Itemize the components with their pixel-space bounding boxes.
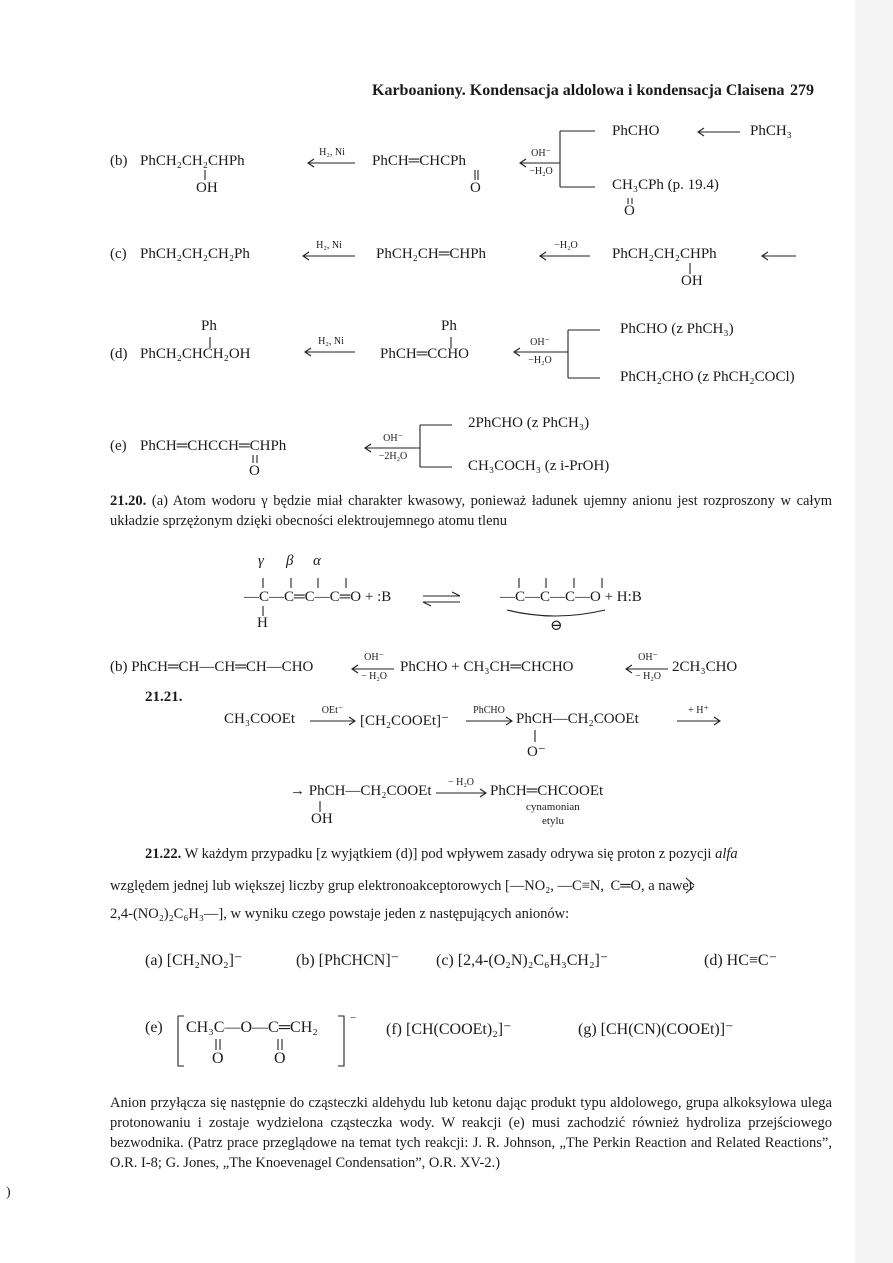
r4-oh: OH — [311, 811, 333, 827]
scheme-b-product: PhCH₂CH₂CHPh — [140, 153, 245, 169]
a1-cond: OEt⁻ — [321, 705, 344, 716]
page-number: 279 — [790, 82, 814, 99]
anion-e-charge: − — [350, 1012, 357, 1024]
final-paragraph: Anion przyłącza się następnie do cząsteczki aldehydu lub ketonu dając produkt typu aldolowego, grupa alkoksylowa ulega protonowaniu i zostaje wydzielona cząsteczka wody. W reakcji (e) musi zachodzić również hydroliza przejściowego bezwodnika. (Patrz prace przeglądowe na temat tych reakcji: J. R. Johnson, „The Perkin Reaction and Related Reactions”, O.R. I-8; G. Jones, „The Knoevenagel Condensation”, O.R. XV-2.) — [110, 1095, 832, 1171]
greek-gamma: γ — [258, 553, 264, 569]
a2-cond: PhCHO — [473, 705, 505, 716]
scheme-d-product: PhCH₂CHCH₂OH — [140, 346, 251, 362]
anion-e-o2: O — [274, 1050, 286, 1067]
right-conjugated-chain: —C—C—C—O + H:B — [500, 589, 642, 605]
scheme-b-enone-o: O — [470, 180, 481, 196]
eq-b-arrow2-bottom: − H₂O — [634, 671, 662, 682]
scheme-c-alcohol: PhCH₂CH₂CHPh — [612, 246, 717, 262]
scheme-b-branch2-o: O — [624, 203, 635, 219]
number-21-20: 21.20. — [110, 493, 147, 509]
scheme-b-enone: PhCH═CHCPh — [372, 153, 466, 169]
scheme-d-label: (d) — [110, 346, 128, 362]
margin-mark: ) — [6, 1185, 11, 1200]
scheme-c-arrow2-cond: −H₂O — [554, 240, 578, 251]
eq-b-arrow2-top: OH⁻ — [638, 652, 658, 663]
number-21-21: 21.21. — [145, 689, 183, 705]
eq-b-arrow1-top: OH⁻ — [364, 652, 384, 663]
scheme-b-branch1: PhCHO — [612, 123, 660, 139]
text-21-22-1: W każdym przypadku [z wyjątkiem (d)] pod wpływem zasady odrywa się proton z pozycji — [184, 846, 712, 862]
eq-b-arrow1-bottom: − H₂O — [360, 671, 388, 682]
scheme-b-branch1-src: PhCH₃ — [750, 123, 792, 139]
anion-e-label: (e) — [145, 1019, 163, 1036]
scheme-c-arrow1-cond: H₂, Ni — [316, 240, 342, 251]
scheme-d-arrow2-bottom: −H₂O — [528, 355, 552, 366]
greek-alpha: α — [313, 553, 321, 569]
scheme-e-branch2: CH₃COCH₃ (z i-PrOH) — [468, 458, 610, 474]
number-21-22: 21.22. — [145, 846, 182, 862]
text-21-20: (a) Atom wodoru γ będzie miał charakter kwasowy, ponieważ ładunek ujemny anionu jest rozproszony w całym układzie sprzężonym dzięki obecności elektroujemnego atomu tlenu — [110, 493, 832, 529]
scheme-d-ph2: Ph — [441, 318, 457, 334]
anion-b: (b) [PhCHCN]⁻ — [296, 952, 400, 969]
a3-cond: + H⁺ — [688, 705, 709, 716]
r3-alkoxide: PhCH—CH₂COOEt — [516, 711, 639, 727]
paragraph-21-20 — [110, 491, 832, 531]
r2-enolate: [CH₂COOEt]⁻ — [360, 713, 449, 729]
scheme-e-arrow-bottom: −2H₂O — [378, 451, 408, 462]
scheme-b-arrow2-bottom: −H₂O — [529, 166, 553, 177]
left-conjugated-chain: —C—C═C—C═O + :B — [244, 589, 392, 605]
scheme-b-arrow1-cond: H₂, Ni — [319, 147, 345, 158]
r4-alcohol: → PhCH—CH₂COOEt — [290, 783, 432, 799]
left-chain-h: H — [257, 615, 268, 631]
scheme-b-branch2: CH₃CPh (p. 19.4) — [612, 177, 719, 193]
anion-e-o1: O — [212, 1050, 224, 1067]
eq-b-right: 2CH₃CHO — [672, 659, 738, 675]
r5-name-line2: etylu — [542, 815, 564, 827]
alfa-word: alfa — [715, 846, 738, 862]
scheme-d-arrow2-top: OH⁻ — [530, 337, 550, 348]
eq-b-mid: PhCHO + CH₃CH═CHCHO — [400, 659, 574, 675]
scheme-e-dienone: PhCH═CHCCH═CHPh — [140, 438, 287, 454]
scheme-d-arrow1-cond: H₂, Ni — [318, 336, 344, 347]
scheme-d-branch2: PhCH₂CHO (z PhCH₂COCl) — [620, 369, 795, 385]
text-21-22-3: 2,4-(NO₂)₂C₆H₃—], w wyniku czego powstaje jeden z następujących anionów: — [110, 906, 570, 922]
scheme-e-branch1: 2PhCHO (z PhCH₃) — [468, 415, 590, 431]
anion-f: (f) [CH(COOEt)₂]⁻ — [386, 1021, 512, 1038]
a4-cond: − H₂O — [447, 777, 475, 788]
anion-d: (d) HC≡C⁻ — [704, 952, 778, 969]
scheme-b-arrow2-top: OH⁻ — [531, 148, 551, 159]
scheme-c-product: PhCH₂CH₂CH₂Ph — [140, 246, 250, 262]
anion-minus-sign: ⊖ — [550, 618, 563, 634]
text-21-22-2: względem jednej lub większej liczby grup elektronoakceptorowych [—NO₂, —C≡N, C═O, a nawet — [110, 878, 693, 894]
anion-a: (a) [CH₂NO₂]⁻ — [145, 952, 243, 969]
scheme-e-o: O — [249, 463, 260, 479]
r5-ethyl-cinnamate: PhCH═CHCOOEt — [490, 783, 604, 799]
scheme-b-label: (b) — [110, 153, 128, 169]
scheme-c-label: (c) — [110, 246, 127, 262]
r5-name-line1: cynamonian — [526, 801, 580, 813]
scheme-e-arrow-top: OH⁻ — [383, 433, 403, 444]
running-header: Karboaniony. Kondensacja aldolowa i kondensacja Claisena — [372, 82, 785, 99]
r3-o-minus: O⁻ — [527, 744, 546, 760]
r1-ethyl-acetate: CH₃COOEt — [224, 711, 296, 727]
anion-e-anhydride: CH₃C—O—C═CH₂ — [186, 1019, 318, 1036]
line-21-22-1 — [145, 846, 738, 863]
scheme-d-branch1: PhCHO (z PhCH₃) — [620, 321, 734, 337]
anion-c: (c) [2,4-(O₂N)₂C₆H₃CH₂]⁻ — [436, 952, 609, 969]
greek-beta: β — [286, 553, 294, 569]
scheme-d-enal: PhCH═CCHO — [380, 346, 469, 362]
eq-b-left: (b) PhCH═CH—CH═CH—CHO — [110, 659, 314, 675]
scheme-b-oh: OH — [196, 180, 218, 196]
scheme-d-ph1: Ph — [201, 318, 217, 334]
scheme-e-label: (e) — [110, 438, 127, 454]
anion-g: (g) [CH(CN)(COOEt)]⁻ — [578, 1021, 734, 1038]
scheme-c-alkene: PhCH₂CH═CHPh — [376, 246, 487, 262]
scheme-c-oh: OH — [681, 273, 703, 289]
